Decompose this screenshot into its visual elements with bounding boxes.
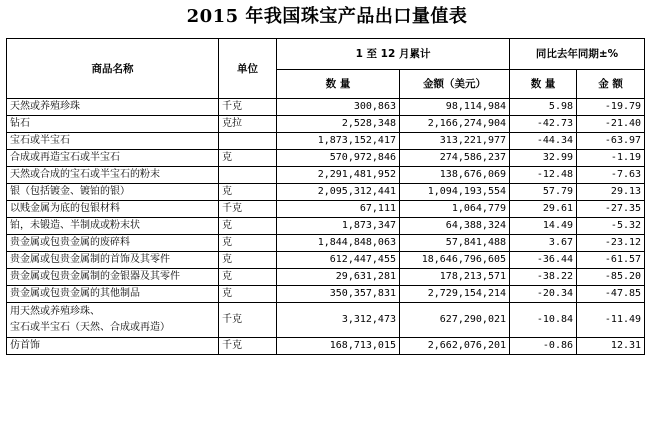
cell-qty: 2,095,312,441	[277, 184, 400, 201]
table-row	[7, 218, 645, 235]
cell-name	[7, 303, 219, 338]
table-row	[7, 184, 645, 201]
cell-qty: 1,873,347	[277, 218, 400, 235]
cell-amount: 178,213,571	[400, 269, 510, 286]
cell-name: 天然或养殖珍珠	[7, 99, 219, 116]
cell-yoy-amount: -23.12	[577, 235, 645, 252]
cell-qty: 168,713,015	[277, 338, 400, 355]
cell-unit: 克拉	[219, 116, 277, 133]
cell-name: 合成或再造宝石或半宝石	[7, 150, 219, 167]
cell-yoy-amount: -21.40	[577, 116, 645, 133]
cell-unit	[219, 167, 277, 184]
cell-yoy-amount: -19.79	[577, 99, 645, 116]
cell-yoy-qty: -0.86	[510, 338, 577, 355]
cell-unit: 千克	[219, 303, 277, 338]
header-yoy: 同比去年同期±%	[510, 39, 645, 70]
cell-name-line1: 用天然或养殖珍珠、	[10, 306, 100, 317]
cell-qty: 612,447,455	[277, 252, 400, 269]
cell-qty: 570,972,846	[277, 150, 400, 167]
cell-yoy-amount: 12.31	[577, 338, 645, 355]
cell-unit: 千克	[219, 201, 277, 218]
export-table	[6, 38, 645, 355]
header-yoy-amount: 金 额	[577, 70, 645, 99]
cell-yoy-amount: -63.97	[577, 133, 645, 150]
header-yoy-qty: 数 量	[510, 70, 577, 99]
table-row	[7, 116, 645, 133]
cell-yoy-amount: -7.63	[577, 167, 645, 184]
cell-yoy-qty: 5.98	[510, 99, 577, 116]
cell-yoy-qty: 57.79	[510, 184, 577, 201]
header-period: 1 至 12 月累计	[277, 39, 510, 70]
cell-qty: 350,357,831	[277, 286, 400, 303]
header-name: 商品名称	[7, 39, 219, 99]
table-row	[7, 303, 645, 338]
cell-unit: 千克	[219, 99, 277, 116]
table-row	[7, 235, 645, 252]
cell-yoy-qty: 3.67	[510, 235, 577, 252]
cell-yoy-qty: -10.84	[510, 303, 577, 338]
cell-name: 贵金属或包贵金属制的金银器及其零件	[7, 269, 219, 286]
cell-amount: 57,841,488	[400, 235, 510, 252]
header-unit: 单位	[219, 39, 277, 99]
cell-yoy-qty: -42.73	[510, 116, 577, 133]
header-amount: 金额（美元）	[400, 70, 510, 99]
cell-yoy-amount: -47.85	[577, 286, 645, 303]
cell-qty: 67,111	[277, 201, 400, 218]
cell-name: 银（包括镀金、镀铂的银）	[7, 184, 219, 201]
table-row	[7, 286, 645, 303]
cell-unit: 克	[219, 218, 277, 235]
cell-amount: 2,166,274,904	[400, 116, 510, 133]
cell-yoy-amount: -1.19	[577, 150, 645, 167]
cell-yoy-qty: 29.61	[510, 201, 577, 218]
cell-name: 贵金属或包贵金属制的首饰及其零件	[7, 252, 219, 269]
cell-name: 仿首饰	[7, 338, 219, 355]
cell-qty: 29,631,281	[277, 269, 400, 286]
cell-unit: 克	[219, 252, 277, 269]
cell-yoy-qty: 32.99	[510, 150, 577, 167]
table-row	[7, 269, 645, 286]
cell-amount: 313,221,977	[400, 133, 510, 150]
cell-yoy-qty: -44.34	[510, 133, 577, 150]
table-row	[7, 133, 645, 150]
table-row	[7, 167, 645, 184]
cell-yoy-qty: -20.34	[510, 286, 577, 303]
cell-amount: 1,064,779	[400, 201, 510, 218]
cell-qty: 2,528,348	[277, 116, 400, 133]
cell-amount: 2,729,154,214	[400, 286, 510, 303]
cell-amount: 64,388,324	[400, 218, 510, 235]
cell-unit: 克	[219, 150, 277, 167]
cell-yoy-amount: -5.32	[577, 218, 645, 235]
cell-name: 宝石或半宝石	[7, 133, 219, 150]
cell-amount: 98,114,984	[400, 99, 510, 116]
cell-yoy-qty: -12.48	[510, 167, 577, 184]
cell-amount: 2,662,076,201	[400, 338, 510, 355]
table-row	[7, 252, 645, 269]
cell-yoy-amount: 29.13	[577, 184, 645, 201]
cell-unit: 千克	[219, 338, 277, 355]
cell-amount: 274,586,237	[400, 150, 510, 167]
cell-qty: 2,291,481,952	[277, 167, 400, 184]
table-row	[7, 99, 645, 116]
cell-unit	[219, 133, 277, 150]
cell-yoy-qty: 14.49	[510, 218, 577, 235]
cell-yoy-amount: -27.35	[577, 201, 645, 218]
cell-name-line2: 宝石或半宝石（天然、合成或再造）	[10, 322, 170, 333]
cell-qty: 3,312,473	[277, 303, 400, 338]
cell-qty: 1,844,848,063	[277, 235, 400, 252]
cell-qty: 300,863	[277, 99, 400, 116]
table-row	[7, 201, 645, 218]
header-qty: 数 量	[277, 70, 400, 99]
header-row-1	[7, 39, 645, 70]
cell-amount: 627,290,021	[400, 303, 510, 338]
cell-name: 铂，未锻造、半制成或粉末状	[7, 218, 219, 235]
cell-unit: 克	[219, 235, 277, 252]
cell-yoy-qty: -36.44	[510, 252, 577, 269]
cell-amount: 138,676,069	[400, 167, 510, 184]
cell-amount: 1,094,193,554	[400, 184, 510, 201]
cell-yoy-qty: -38.22	[510, 269, 577, 286]
cell-qty: 1,873,152,417	[277, 133, 400, 150]
cell-name: 钻石	[7, 116, 219, 133]
table-row	[7, 338, 645, 355]
table-row	[7, 150, 645, 167]
cell-yoy-amount: -85.20	[577, 269, 645, 286]
table-title: 2015 年我国珠宝产品出口量值表	[186, 6, 468, 27]
cell-unit: 克	[219, 269, 277, 286]
cell-yoy-amount: -61.57	[577, 252, 645, 269]
cell-name: 天然或合成的宝石或半宝石的粉末	[7, 167, 219, 184]
cell-amount: 18,646,796,605	[400, 252, 510, 269]
cell-name: 贵金属或包贵金属的废碎料	[7, 235, 219, 252]
cell-name: 以贱金属为底的包银材料	[7, 201, 219, 218]
cell-name: 贵金属或包贵金属的其他制品	[7, 286, 219, 303]
cell-unit: 克	[219, 286, 277, 303]
cell-unit: 克	[219, 184, 277, 201]
cell-yoy-amount: -11.49	[577, 303, 645, 338]
